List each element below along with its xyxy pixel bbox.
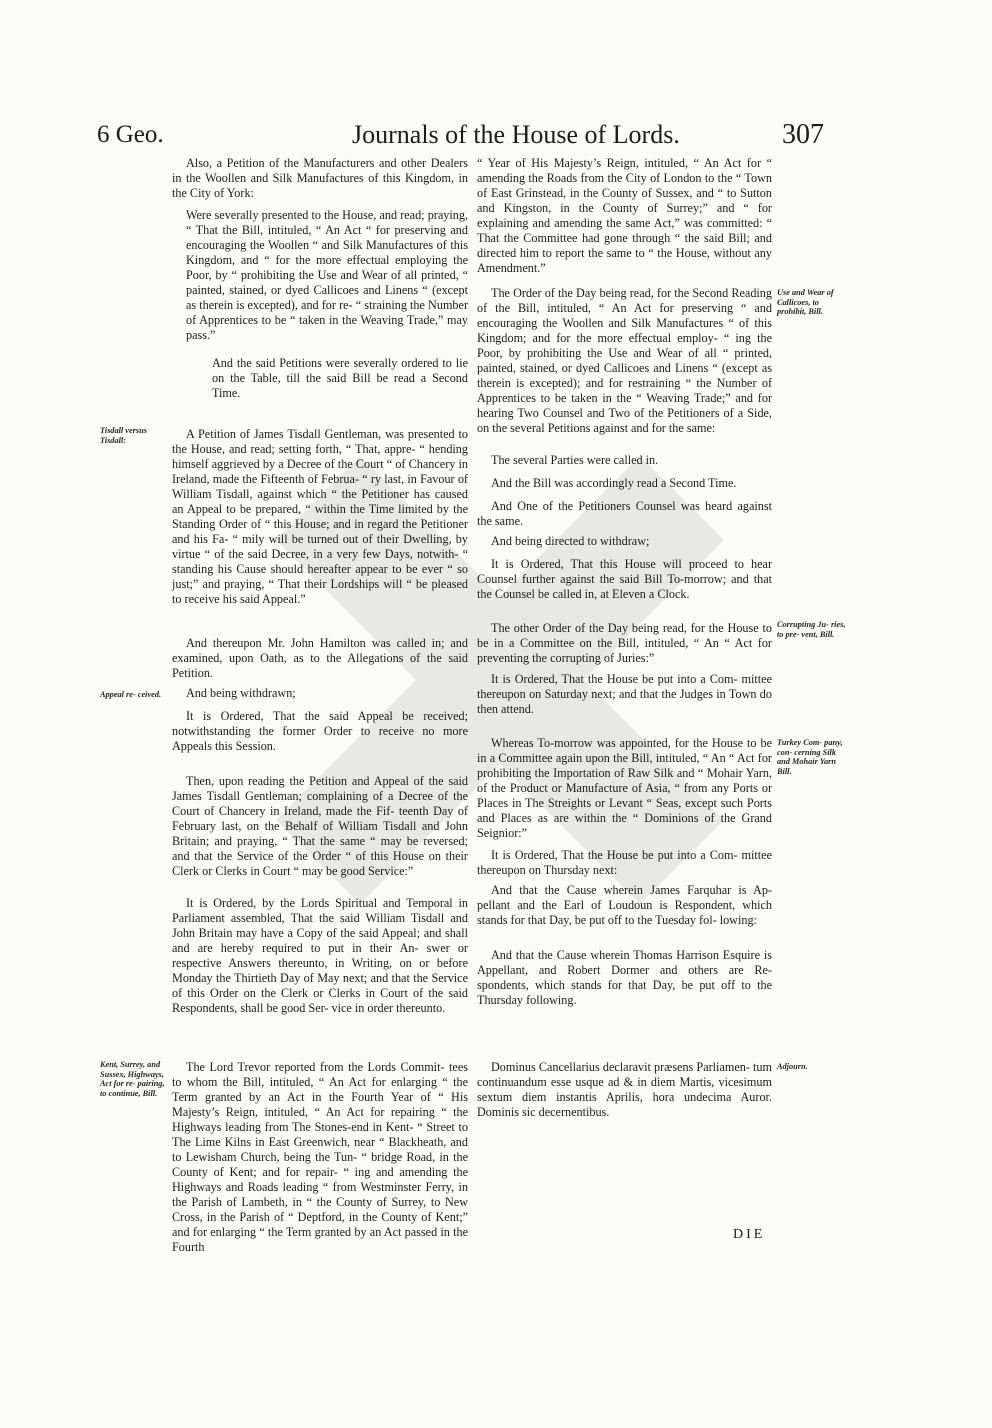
- margin-note: Tisdall versus Tisdall:: [100, 426, 147, 445]
- paragraph: And that the Cause wherein Thomas Harrison Esquire is Appellant, and Robert Dormer and others are Re- spondents, which stands for that Day, be put off to the Thursday following.: [477, 948, 772, 1007]
- paragraph: And thereupon Mr. John Hamilton was called in; and examined, upon Oath, as to the Allegations of the said Petition.: [172, 636, 468, 680]
- paragraph: The other Order of the Day being read, for the House to be in a Committee on the Bill, intituled, “ An “ Act for preventing the corrupting of Juries:”: [477, 621, 772, 665]
- header-title: Journals of the House of Lords.: [352, 120, 680, 149]
- paragraph: And being withdrawn;: [186, 686, 296, 700]
- margin-note: Use and Wear of Callicoes, to prohibit, Bill.: [777, 288, 834, 316]
- paragraph: The Lord Trevor reported from the Lords Commit- tees to whom the Bill, intituled, “ An Act for enlarging “ the Term granted by an Act in the Fourth Year of “ His Majesty’s Reign, intituled, “ An Act for repairing “ the Highways leading from The Stones-end in Kent- “ Street to The Lime Kilns in East Greenwich, near “ Blackheath, and to Lewisham Church, being the Tun- “ bridge Road, in the County of Kent; and for repair- “ ing and amending the Highways and Roads leading “ from Westminster Ferry, in the Parish of Lambeth, in “ the County of Surrey, to New Cross, in the Parish of “ Deptford, in the County of Kent;” and for enlarging “ the Term granted by an Act passed in the Fourth: [172, 1060, 468, 1254]
- margin-note: Corrupting Ju- ries, to pre- vent, Bill.: [777, 620, 846, 639]
- margin-note: Turkey Com- pany, con- cerning Silk and Mohair Yarn Bill.: [777, 738, 843, 776]
- margin-note: Kent, Surrey, and Sussex, Highways, Act for re- pairing, to continue, Bill.: [100, 1060, 165, 1098]
- catchword: DIE: [733, 1227, 766, 1242]
- paragraph: The several Parties were called in.: [491, 453, 659, 467]
- paragraph: Also, a Petition of the Manufacturers and other Dealers in the Woollen and Silk Manufactures of this Kingdom, in the City of York:: [172, 156, 468, 200]
- paragraph: Then, upon reading the Petition and Appeal of the said James Tisdall Gentleman; complaining of a Decree of the Court of Chancery in Ireland, made the Fif- teenth Day of February last, on the Behalf of William Tisdall and John Britain; and praying, “ That the same “ may be reversed; and that the Service of the Order “ of this House on their Clerk or Clerks in Court “ may be good Service:”: [172, 774, 468, 878]
- paragraph: And One of the Petitioners Counsel was heard against the same.: [477, 499, 772, 528]
- paragraph: Were severally presented to the House, and read; praying, “ That the Bill, intituled, “ An Act “ for preserving and encouraging the Woollen “ and Silk Manufactures of this Kingdom, and “ for the more effectual employing the Poor, by “ prohibiting the Use and Wear of all printed, “ painted, stained, or dyed Callicoes and Linens “ (except as therein is excepted), and for re- “ straining the Number of Apprentices to be “ taken in the Weaving Trade,” may pass.”: [186, 208, 468, 342]
- paragraph: Dominus Cancellarius declaravit præsens Parliamen- tum continuandum esse usque ad & in diem Martis, vicesimum sextum diem instantis Aprilis, hora undecima Auror. Dominis sic decernentibus.: [477, 1060, 772, 1119]
- paragraph: “ Year of His Majesty’s Reign, intituled, “ An Act for “ amending the Roads from the City of London to the “ Town of East Grinstead, in the County of Sussex, and “ to Sutton and Kingston, in the County of Surrey;” and “ for explaining and amending the same Act,” was committed: “ That the Committee had gone through “ the said Bill; and directed him to report the same to “ the House, without any Amendment.”: [477, 156, 772, 275]
- paragraph: And the Bill was accordingly read a Second Time.: [491, 476, 737, 490]
- paragraph: It is Ordered, by the Lords Spiritual and Temporal in Parliament assembled, That the said William Tisdall and John Britain may have a Copy of the said Appeal; and shall and are hereby required to put in their An- swer or respective Answers thereunto, in Writing, on or before Monday the Thirtieth Day of May next; and that the Service of this Order on the Clerk or Clerks in Court of the said Respondents, shall be good Ser- vice in order thereunto.: [172, 896, 468, 1015]
- paragraph: It is Ordered, That this House will proceed to hear Counsel further against the said Bill To-morrow; and that the Counsel be called in, at Eleven a Clock.: [477, 557, 772, 601]
- paragraph: The Order of the Day being read, for the Second Reading of the Bill, intituled, “ An Act for preserving “ and encouraging the Woollen and Silk Manufactures “ of this Kingdom; and for the more effectual employ- “ ing the Poor, by prohibiting the Use and Wear of all “ printed, painted, stained, or dyed Callicoes and Linens “ (except as therein is excepted); and for restraining “ the Number of Apprentices to be taken in the “ Weaving Trade;” and for hearing Two Counsel and Two of the Petitioners of a Side, on the several Petitions against and for the same:: [477, 286, 772, 435]
- margin-note: Appeal re- ceived.: [100, 690, 162, 699]
- header-regnal-year: 6 Geo.: [97, 121, 164, 148]
- paragraph: And that the Cause wherein James Farquhar is Ap- pellant and the Earl of Loudoun is Respondent, which stands for that Day, be put off to the Tuesday fol- lowing:: [477, 883, 772, 927]
- paragraph: It is Ordered, That the said Appeal be received; notwithstanding the former Order to receive no more Appeals this Session.: [172, 709, 468, 753]
- paragraph: And the said Petitions were severally ordered to lie on the Table, till the said Bill be read a Second Time.: [212, 356, 468, 400]
- paragraph: A Petition of James Tisdall Gentleman, was presented to the House, and read; setting forth, “ That, appre- “ hending himself aggrieved by a Decree of the Court “ of Chancery in Ireland, made the Fifteenth of Februa- “ ry last, in Favour of William Tisdall, against which “ the Petitioner has caused an Appeal to be prepared, “ within the Time limited by the Standing Order of “ this House; and in regard the Petitioner and his Fa- “ mily will be turned out of their Dwelling, by virtue “ of the said Decree, in a very few Days, notwith- “ standing his Cause should hereafter appear to be ever “ so just;” and praying, “ That their Lordships will “ be pleased to receive his said Appeal.”: [172, 427, 468, 606]
- header-page-number: 307: [782, 119, 824, 150]
- paragraph: It is Ordered, That the House be put into a Com- mittee thereupon on Thursday next:: [477, 848, 772, 877]
- margin-note: Adjourn.: [777, 1062, 808, 1071]
- paragraph: And being directed to withdraw;: [491, 534, 650, 548]
- paragraph: Whereas To-morrow was appointed, for the House to be in a Committee again upon the Bill, intituled, “ An “ Act for prohibiting the Importation of Raw Silk and “ Mohair Yarn, of the Product or Manufacture of Asia, “ from any Ports or Places in The Streights or Levant “ Seas, except such Ports and Places as are within the “ Dominions of the Grand Seignior:”: [477, 736, 772, 840]
- paragraph: It is Ordered, That the House be put into a Com- mittee thereupon on Saturday next; and that the Judges in Town do then attend.: [477, 672, 772, 716]
